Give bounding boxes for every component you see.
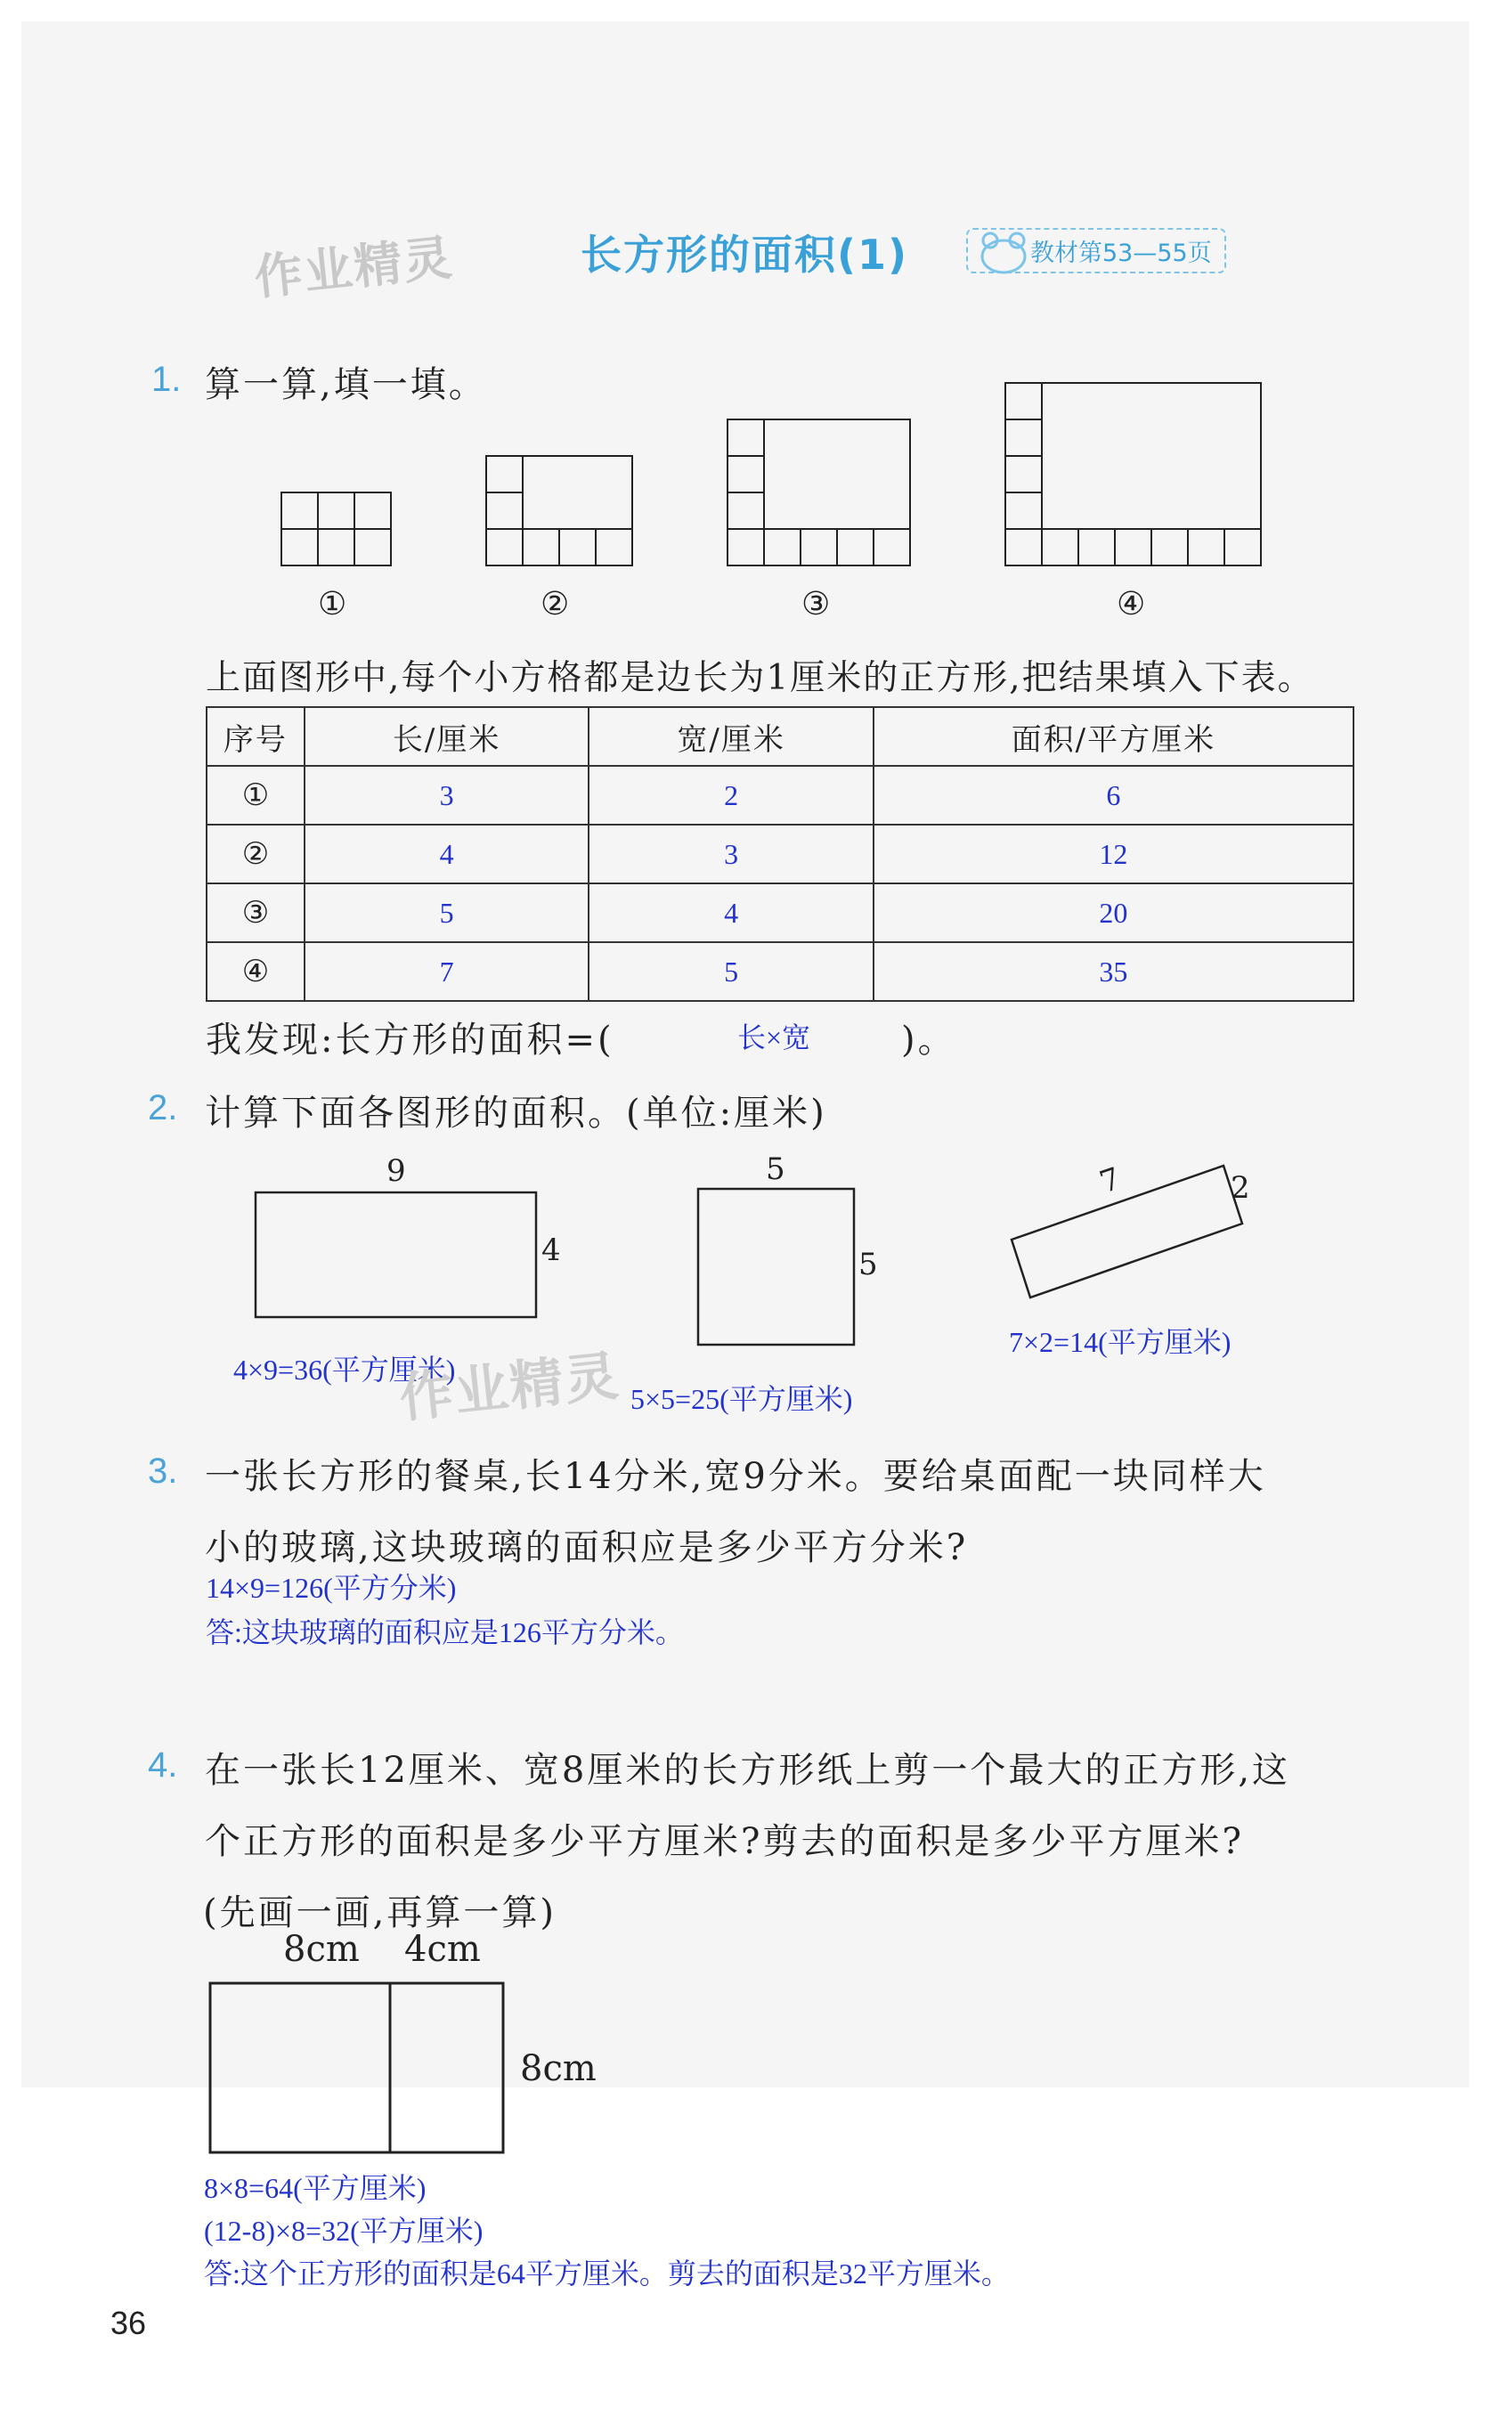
cell-length: 4 (305, 825, 589, 883)
answer-text: 答:这块玻璃的面积应是126平方分米。 (206, 1616, 684, 1648)
cell-area: 20 (874, 883, 1353, 942)
question-number: 4. (148, 1745, 178, 1785)
shape1-answer: 4×9=36(平方厘米) (233, 1354, 456, 1386)
textbook-page-badge (966, 228, 1226, 273)
question-line: 个正方形的面积是多少平方厘米?剪去的面积是多少平方厘米? (205, 1821, 1244, 1862)
page-number: 36 (110, 2305, 147, 2341)
cell-index: ② (207, 825, 305, 883)
answer-text: 答:这个正方形的面积是64平方厘米。剪去的面积是32平方厘米。 (204, 2257, 1010, 2290)
table-instruction: 上面图形中,每个小方格都是边长为1厘米的正方形,把结果填入下表。 (206, 658, 1314, 698)
question-prompt: 计算下面各图形的面积。(单位:厘米) (205, 1093, 827, 1134)
cell-index: ③ (207, 883, 305, 942)
dimension-label: 5 (766, 1151, 785, 1187)
cell-area: 12 (874, 825, 1353, 883)
finding-prefix: 我发现:长方形的面积=( (206, 1020, 614, 1061)
watermark: 作业精灵 (396, 1345, 623, 1430)
dimension-label: 9 (386, 1153, 406, 1189)
cell-length: 3 (305, 766, 589, 825)
column-header: 面积/平方厘米 (874, 707, 1353, 766)
question-line: 一张长方形的餐桌,长14分米,宽9分米。要给桌面配一块同样大 (205, 1456, 1266, 1497)
cell-width: 2 (589, 766, 874, 825)
dimension-label: 4cm (404, 1929, 481, 1970)
cell-length: 7 (305, 942, 589, 1001)
page-title: 长方形的面积(1) (581, 231, 909, 279)
cell-width: 3 (589, 825, 874, 883)
figure-label: ② (541, 586, 570, 622)
question-line: 小的玻璃,这块玻璃的面积应是多少平方分米? (205, 1527, 969, 1568)
shape3-answer: 7×2=14(平方厘米) (1009, 1326, 1232, 1358)
question-line: 在一张长12厘米、宽8厘米的长方形纸上剪一个最大的正方形,这 (205, 1750, 1291, 1791)
table-row (207, 825, 1353, 883)
column-header: 宽/厘米 (589, 707, 874, 766)
dimension-label: 8cm (283, 1929, 360, 1970)
dimension-label: 4 (541, 1232, 561, 1268)
shape2-answer: 5×5=25(平方厘米) (630, 1383, 853, 1415)
finding-answer: 长×宽 (737, 1021, 811, 1053)
column-header: 长/厘米 (305, 707, 589, 766)
calculation: 14×9=126(平方分米) (206, 1572, 457, 1604)
table-row (207, 942, 1353, 1001)
finding-suffix: )。 (901, 1020, 956, 1061)
figure-label: ④ (1117, 586, 1146, 622)
dimension-label: 8cm (520, 2048, 597, 2089)
badge-label: 教材第53—55页 (1030, 240, 1212, 267)
calculation: 8×8=64(平方厘米) (204, 2172, 427, 2204)
column-header: 序号 (207, 707, 305, 766)
results-table (206, 706, 1354, 1002)
cell-index: ④ (207, 942, 305, 1001)
question-prompt: 算一算,填一填。 (205, 364, 487, 405)
figure-label: ① (318, 586, 347, 622)
watermark: 作业精灵 (251, 229, 457, 306)
calculation: (12-8)×8=32(平方厘米) (204, 2215, 484, 2247)
table-row (207, 766, 1353, 825)
question-number: 1. (151, 360, 182, 399)
cell-length: 5 (305, 883, 589, 942)
dimension-label: 2 (1231, 1170, 1250, 1206)
figure-label: ③ (801, 586, 831, 622)
cell-width: 4 (589, 883, 874, 942)
question-line: (先画一画,再算一算) (203, 1892, 557, 1933)
table-row (207, 883, 1353, 942)
cell-index: ① (207, 766, 305, 825)
cell-area: 6 (874, 766, 1353, 825)
question-number: 3. (148, 1452, 178, 1491)
dimension-label: 7 (1095, 1160, 1126, 1201)
table-header-row (207, 707, 1353, 766)
cell-area: 35 (874, 942, 1353, 1001)
dimension-label: 5 (858, 1247, 878, 1282)
cell-width: 5 (589, 942, 874, 1001)
question-number: 2. (148, 1088, 178, 1127)
